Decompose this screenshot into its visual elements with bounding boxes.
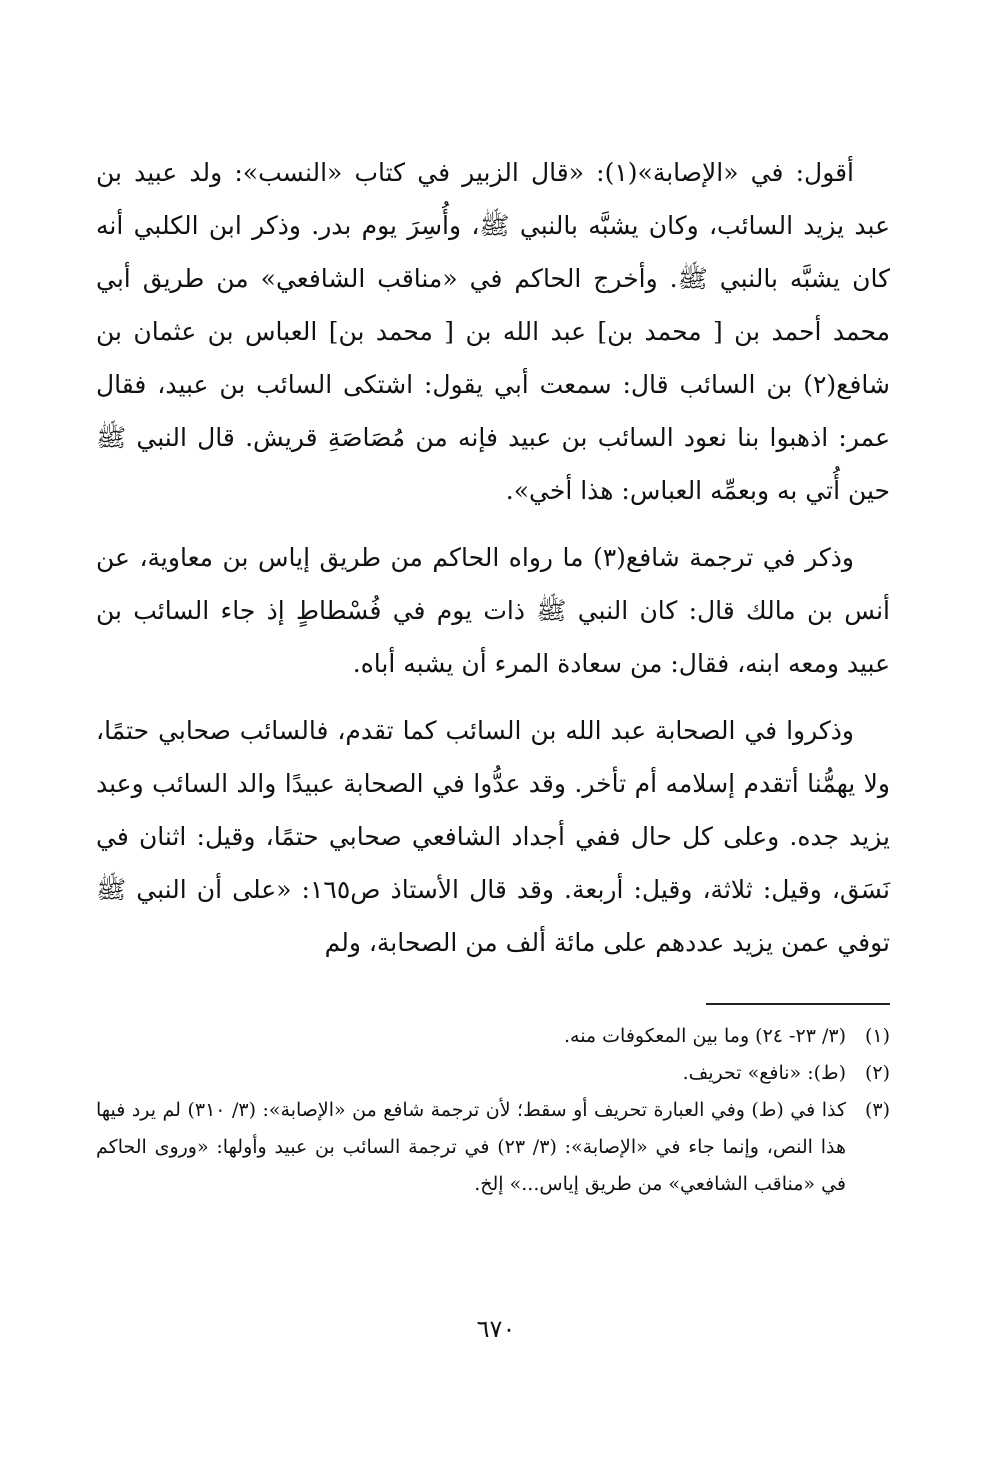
page-number: ٦٧٠ <box>476 1315 516 1343</box>
footnote-2 <box>96 1055 890 1092</box>
paragraph-1: أقول: في «الإصابة»(١): «قال الزبير في كتاب «النسب»: ولد عبيد بن عبد يزيد السائب، وكان يشبَّه بالنبي ﷺ، وأُسِرَ يوم بدر. وذكر ابن الكلبي أنه كان يشبَّه بالنبي ﷺ. وأخرج الحاكم في «مناقب الشافعي» من طريق أبي محمد أحمد بن [ محمد بن] عبد الله بن [ محمد بن] العباس بن عثمان بن شافع(٢) بن السائب قال: سمعت أبي يقول: اشتكى السائب بن عبيد، فقال عمر: اذهبوا بنا نعود السائب بن عبيد فإنه من مُصَاصَةِ قريش. قال النبي ﷺ حين أُتي به وبعمِّه العباس: هذا أخي». <box>96 158 890 505</box>
footnote-number: (٣) <box>864 1099 890 1121</box>
footnote-3 <box>96 1092 890 1203</box>
paragraph-2: وذكر في ترجمة شافع(٣) ما رواه الحاكم من طريق إياس بن معاوية، عن أنس بن مالك قال: كان النبي ﷺ ذات يوم في فُسْطاطٍ إذ جاء السائب بن عبيد ومعه ابنه، فقال: من سعادة المرء أن يشبه أباه. <box>96 543 890 678</box>
footnote-number: (١) <box>864 1025 890 1047</box>
footnote-text: (٣/ ٢٣- ٢٤) وما بين المعكوفات منه. <box>563 1025 846 1047</box>
footnote-separator <box>706 1003 890 1005</box>
footnote-number: (٢) <box>864 1062 890 1084</box>
footnotes <box>96 1018 890 1203</box>
main-text <box>96 146 890 983</box>
footnote-text: كذا في (ط) وفي العبارة تحريف أو سقط؛ لأن ترجمة شافع من «الإصابة»: (٣/ ٣١٠) لم يرد فيها هذا النص، وإنما جاء في «الإصابة»: (٣/ ٢٣) في ترجمة السائب بن عبيد وأولها: «وروى الحاكم في «مناقب الشافعي» من طريق إياس...» إلخ. <box>96 1099 846 1195</box>
footnote-1 <box>96 1018 890 1055</box>
footnote-text: (ط): «نافع» تحريف. <box>682 1062 846 1084</box>
paragraph-3: وذكروا في الصحابة عبد الله بن السائب كما تقدم، فالسائب صحابي حتمًا، ولا يهمُّنا أتقدم إسلامه أم تأخر. وقد عدُّوا في الصحابة عبيدًا والد السائب وعبد يزيد جده. وعلى كل حال ففي أجداد الشافعي صحابي حتمًا، وقيل: اثنان في نَسَق، وقيل: ثلاثة، وقيل: أربعة. وقد قال الأستاذ ص١٦٥: «على أن النبي ﷺ توفي عمن يزيد عددهم على مائة ألف من الصحابة، ولم <box>96 716 891 957</box>
